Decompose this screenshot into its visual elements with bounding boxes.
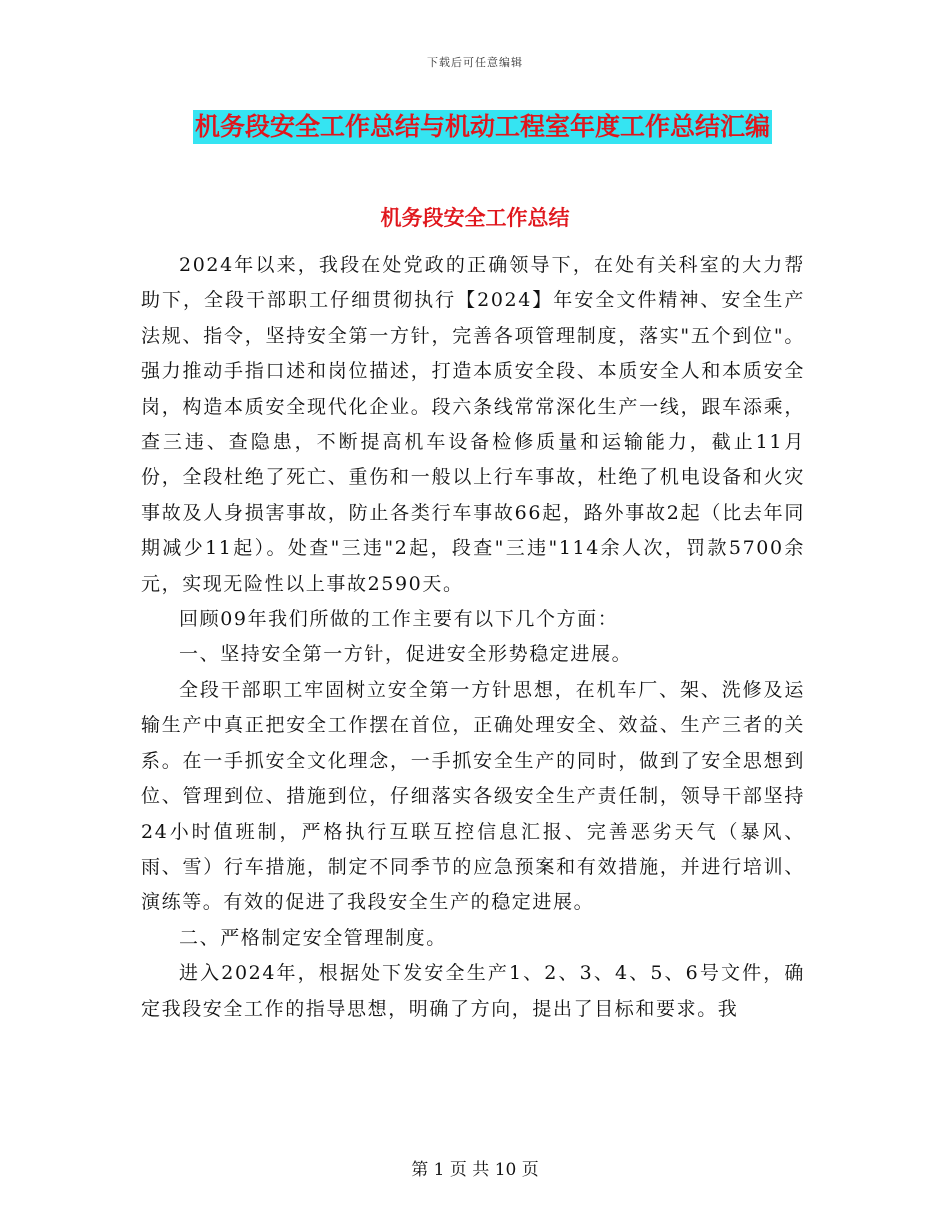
paragraph-intro: 2024年以来，我段在处党政的正确领导下，在处有关科室的大力帮助下，全段干部职工仔细贯彻执行【2024】年安全文件精神、安全生产法规、指令，坚持安全第一方针，完善各项管理制度，落实"五个到位"。强力推动手指口述和岗位描述，打造本质安全段、本质安全人和本质安全岗，构造本质安全现代化企业。段六条线常常深化生产一线，跟车添乘，查三违、查隐患，不断提高机车设备检修质量和运输能力，截止11月份，全段杜绝了死亡、重伤和一般以上行车事故，杜绝了机电设备和火灾事故及人身损害事故，防止各类行车事故66起，路外事故2起（比去年同期减少11起）。处查"三违"2起，段查"三违"114余人次，罚款5700余元，实现无险性以上事故2590天。: [141, 254, 805, 595]
header-note: 下载后可任意编辑: [427, 56, 523, 69]
paragraph-review: 回顾09年我们所做的工作主要有以下几个方面：: [179, 608, 619, 631]
document-body: [141, 248, 805, 1027]
paragraph-safety-first: 全段干部职工牢固树立安全第一方针思想，在机车厂、架、洗修及运输生产中真正把安全工作摆在首位，正确处理安全、效益、生产三者的关系。在一手抓安全文化理念，一手抓安全生产的同时，做到了安全思想到位、管理到位、措施到位，仔细落实各级安全生产责任制，领导干部坚持24小时值班制，严格执行互联互控信息汇报、完善恶劣天气（暴风、雨、雪）行车措施，制定不同季节的应急预案和有效措施，并进行培训、演练等。有效的促进了我段安全生产的稳定进展。: [141, 678, 805, 914]
paragraph-management: 进入2024年，根据处下发安全生产1、2、3、4、5、6号文件，确定我段安全工作的指导思想，明确了方向，提出了目标和要求。我: [141, 962, 805, 1020]
section-title: 机务段安全工作总结: [380, 206, 570, 230]
document-title: 机务段安全工作总结与机动工程室年度工作总结汇编: [193, 110, 772, 144]
paragraph-heading-1: 一、坚持安全第一方针，促进安全形势稳定进展。: [179, 643, 633, 666]
page-footer: 第 1 页 共 10 页: [411, 1160, 539, 1180]
paragraph-heading-2: 二、严格制定安全管理制度。: [179, 926, 447, 949]
